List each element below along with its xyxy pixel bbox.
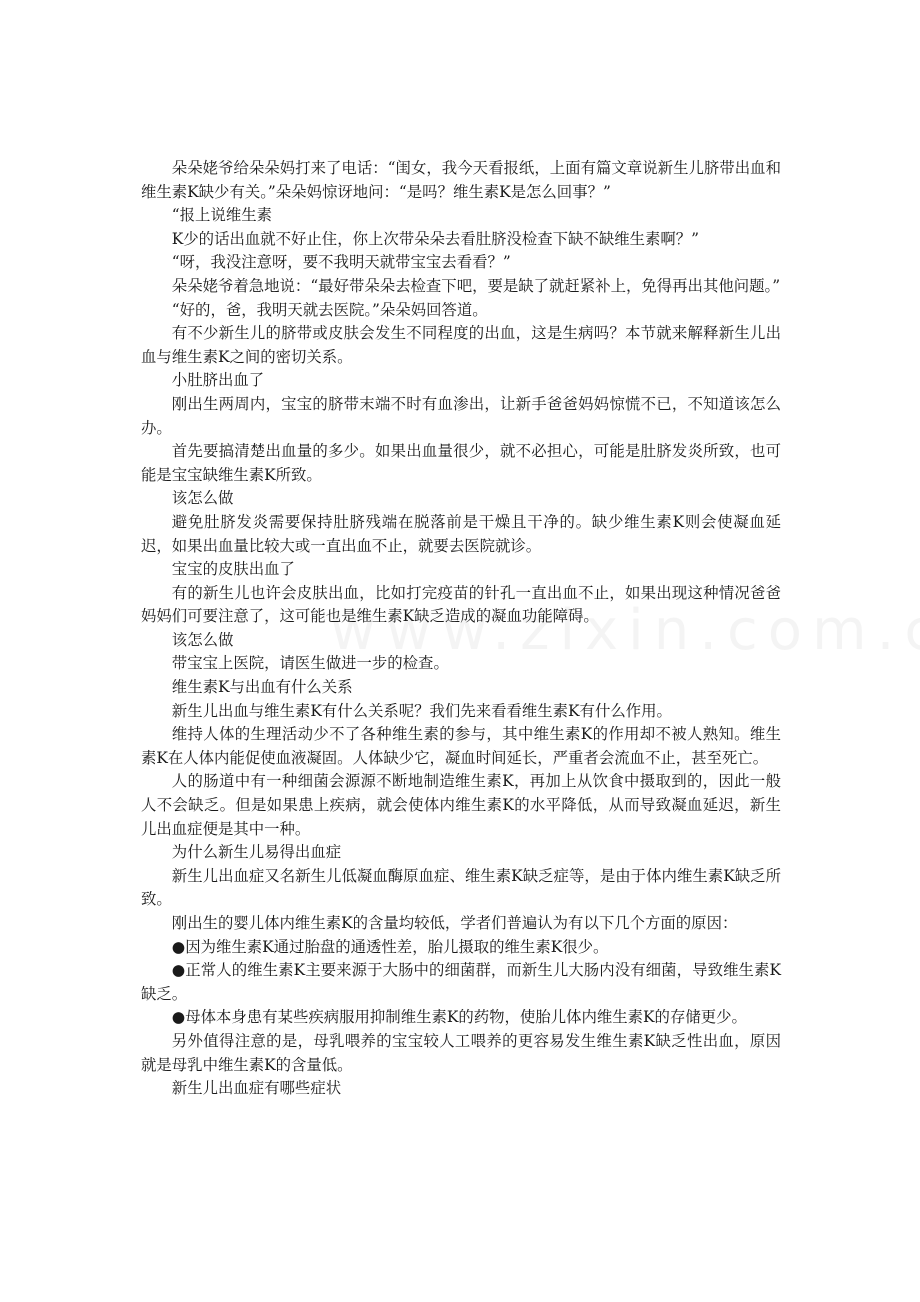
paragraph: 人的肠道中有一种细菌会源源不断地制造维生素K，再加上从饮食中摄取到的，因此一般人不会缺乏。但是如果患上疾病，就会使体内维生素K的水平降低，从而导致凝血延迟，新生儿出血症便是其中一种。: [141, 772, 781, 838]
paragraph: K少的话出血就不好止住，你上次带朵朵去看肚脐没检查下缺不缺维生素啊？”: [171, 229, 700, 248]
paragraph: 避免肚脐发炎需要保持肚脐残端在脱落前是干燥且干净的。缺少维生素K则会使凝血延迟，如果出血量比较大或一直出血不止，就要去医院就诊。: [141, 512, 781, 555]
paragraph: 朵朵姥爷着急地说：“最好带朵朵去检查下吧，要是缺了就赶紧补上，免得再出其他问题。”: [171, 276, 781, 295]
section-heading: 宝宝的皮肤出血了: [171, 560, 295, 579]
paragraph: 维持人体的生理活动少不了各种维生素的参与，其中维生素K的作用却不被人熟知。维生素K在人体内能促使血液凝固。人体缺少它，凝血时间延长，严重者会流血不止，甚至死亡。: [141, 725, 781, 767]
paragraph: “好的，爸，我明天就去医院。”朵朵妈回答道。: [171, 300, 488, 319]
paragraph: 首先要搞清楚出血量的多少。如果出血量很少，就不必担心，可能是肚脐发炎所致，也可能是宝宝缺维生素K所致。: [141, 442, 781, 484]
paragraph: 刚出生的婴儿体内维生素K的含量均较低，学者们普遍认为有以下几个方面的原因：: [171, 914, 738, 932]
paragraph: 有不少新生儿的脐带或皮肤会发生不同程度的出血，这是生病吗？本节就来解释新生儿出血与维生素K之间的密切关系。: [141, 324, 781, 366]
document-body: [141, 157, 781, 1101]
bullet-item: ●母体本身患有某些疾病服用抑制维生素K的药物，使胎儿体内维生素K的存储更少。: [171, 1008, 747, 1027]
paragraph: 有的新生儿也许会皮肤出血，比如打完疫苗的针孔一直出血不止，如果出现这种情况爸爸妈妈们可要注意了，这可能也是维生素K缺乏造成的凝血功能障碍。: [141, 583, 781, 626]
section-heading: 维生素K与出血有什么关系: [171, 678, 353, 697]
section-heading: 为什么新生儿易得出血症: [171, 843, 342, 862]
paragraph: 带宝宝上医院，请医生做进一步的检查。: [171, 654, 449, 673]
section-heading: 该怎么做: [171, 489, 234, 508]
paragraph: 刚出生两周内，宝宝的脐带末端不时有血渗出，让新手爸爸妈妈惊慌不已，不知道该怎么办。: [141, 394, 781, 437]
section-heading: 该怎么做: [171, 630, 234, 649]
section-heading: 小肚脐出血了: [171, 371, 265, 390]
paragraph: 新生儿出血与维生素K有什么关系呢？我们先来看看维生素K有什么作用。: [171, 701, 672, 720]
paragraph: 另外值得注意的是，母乳喂养的宝宝较人工喂养的更容易发生维生素K缺乏性出血，原因就是母乳中维生素K的含量低。: [141, 1031, 781, 1074]
bullet-item: ●因为维生素K通过胎盘的通透性差，胎儿摄取的维生素K很少。: [171, 937, 609, 956]
bullet-item: ●正常人的维生素K主要来源于大肠中的细菌群，而新生儿大肠内没有细菌，导致维生素K缺乏。: [141, 961, 781, 1003]
paragraph: “报上说维生素: [171, 206, 273, 225]
paragraph: 朵朵姥爷给朵朵妈打来了电话：“闺女，我今天看报纸，上面有篇文章说新生儿脐带出血和维生素K缺少有关。”朵朵妈惊讶地问：“是吗？维生素K是怎么回事？”: [141, 159, 781, 201]
paragraph: 新生儿出血症又名新生儿低凝血酶原血症、维生素K缺乏症等，是由于体内维生素K缺乏所致。: [141, 866, 781, 909]
paragraph: “呀，我没注意呀，要不我明天就带宝宝去看看？”: [171, 253, 511, 272]
section-heading: 新生儿出血症有哪些症状: [171, 1079, 342, 1098]
